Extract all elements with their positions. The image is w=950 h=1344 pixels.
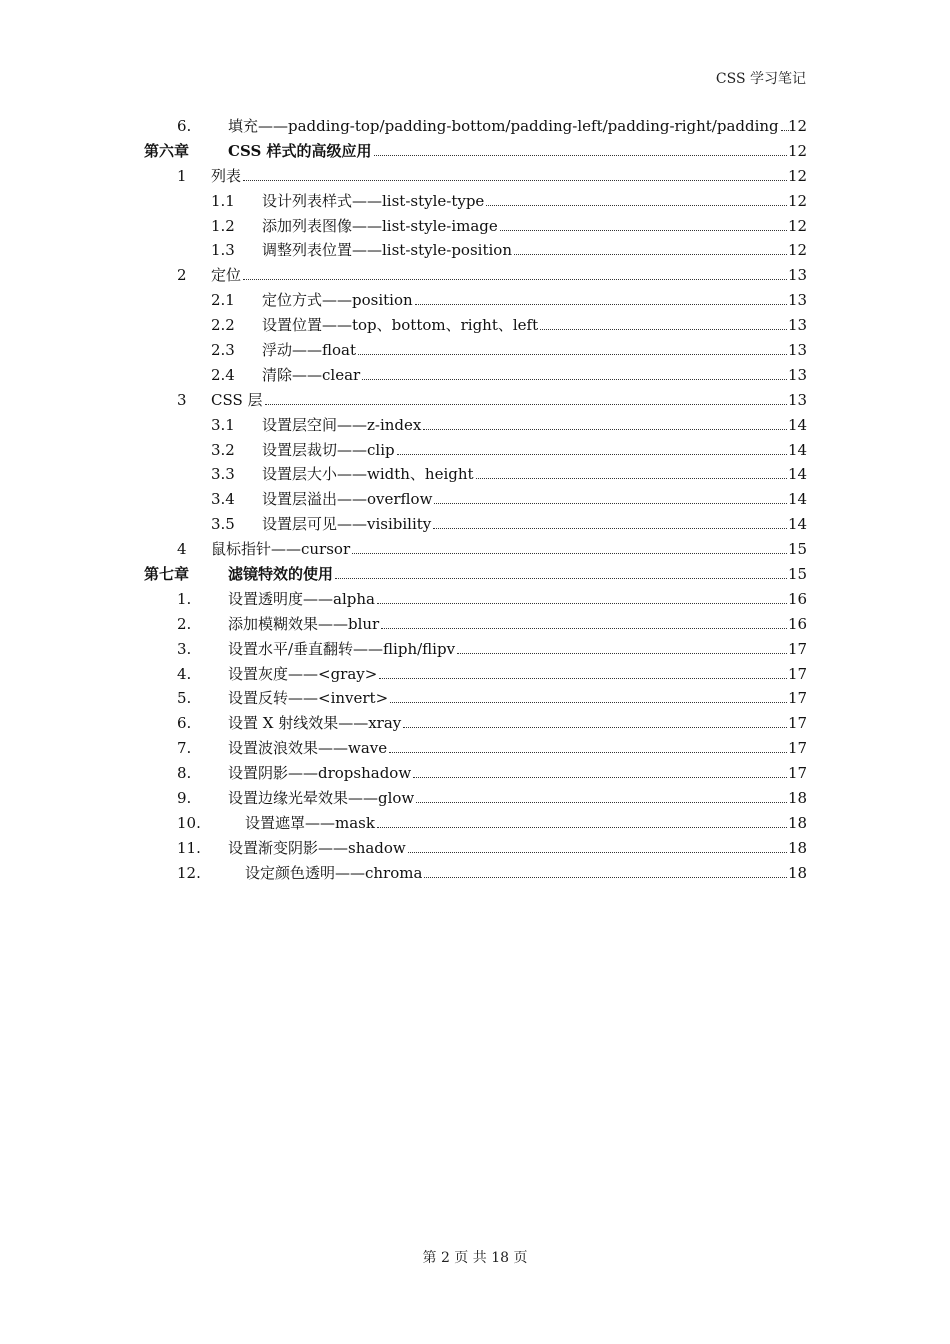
toc-entry-title: CSS 层 [211,390,263,409]
toc-entry-page: 14 [788,515,808,534]
toc-leader-dots [413,777,787,778]
toc-entry-title: 添加列表图像——list-style-image [262,216,498,235]
toc-entry-title: 鼠标指针——cursor [211,540,351,559]
toc-entry-title: 设置边缘光晕效果——glow [228,789,415,808]
toc-entry[interactable] [0,711,950,736]
toc-entry[interactable] [0,662,950,687]
toc-entry-title: 设置 X 射线效果——xray [228,714,402,733]
toc-entry-title: 调整列表位置——list-style-position [262,241,512,260]
toc-entry-number: 5. [177,689,192,708]
toc-leader-dots [415,304,787,305]
toc-entry[interactable] [0,263,950,288]
toc-entry-title-line [262,366,787,384]
toc-entry-title-line [262,316,787,334]
page-footer: 第 2 页 共 18 页 [422,1250,528,1266]
toc-entry-title: CSS 样式的高级应用 [228,141,372,160]
toc-leader-dots [377,603,787,604]
toc-entry[interactable] [0,413,950,438]
toc-entry[interactable] [0,462,950,487]
toc-leader-dots [352,553,787,554]
toc-entry-title: 设置位置——top、bottom、right、left [262,316,539,335]
toc-entry-number: 1. [177,589,192,608]
toc-entry-title: 设置透明度——alpha [228,589,375,608]
toc-entry-page: 13 [788,341,808,360]
toc-entry-title-line [211,540,787,558]
toc-entry[interactable] [0,686,950,711]
toc-entry-title-line [262,490,787,508]
toc-leader-dots [514,254,787,255]
toc-entry-title-line [228,789,787,807]
toc-entry-page: 17 [788,714,808,733]
toc-entry-page: 18 [788,789,808,808]
toc-entry-title: 设定颜色透明——chroma [245,863,423,882]
toc-entry-title-line [245,814,787,832]
toc-entry-title-line [228,714,787,732]
toc-entry-number: 6. [177,117,192,135]
toc-entry-page: 13 [788,390,808,409]
toc-entry-page: 12 [788,216,808,235]
toc-entry-title: 设置渐变阴影——shadow [228,838,406,857]
toc-entry-title: 添加模糊效果——blur [228,614,380,633]
toc-entry-title: 设置灰度——<gray> [228,664,378,683]
toc-entry-title: 定位 [211,266,242,285]
toc-entry-number: 1 [177,166,187,185]
toc-leader-dots [486,205,787,206]
toc-entry-title-line [228,665,787,683]
toc-leader-dots [476,478,787,479]
toc-entry-number: 2.3 [211,341,235,360]
toc-entry-page: 12 [788,166,808,185]
toc-entry-title-line [262,192,787,210]
toc-entry-number: 3 [177,390,187,409]
toc-entry-page: 17 [788,689,808,708]
toc-entry-page: 14 [788,440,808,459]
toc-entry[interactable] [0,139,950,164]
toc-entry-number: 1.3 [211,241,235,260]
toc-entry-page: 13 [788,291,808,310]
toc-leader-dots [243,180,787,181]
toc-entry-page: 12 [788,241,808,260]
toc-entry-number: 3.1 [211,415,235,434]
toc-leader-dots [389,752,787,753]
toc-entry-number: 3.4 [211,490,235,509]
toc-entry-title-line [228,689,787,707]
toc-leader-dots [374,155,788,156]
toc-entry-title: 列表 [211,166,242,185]
toc-entry[interactable] [0,562,950,587]
toc-entry[interactable] [0,786,950,811]
toc-entry-number: 2.1 [211,291,235,310]
toc-entry-title-line [262,465,787,483]
toc-entry-page: 18 [788,813,808,832]
toc-entry-number: 第六章 [144,141,190,160]
toc-entry-title-line [228,640,787,658]
toc-entry-number: 7. [177,739,192,758]
toc-entry-title-line [228,142,787,160]
toc-entry[interactable] [0,487,950,512]
toc-entry-title: 设置层溢出——overflow [262,490,433,509]
toc-leader-dots [416,802,787,803]
toc-entry-title-line [228,839,787,857]
toc-leader-dots [243,279,787,280]
toc-leader-dots [403,727,787,728]
toc-entry-number: 3. [177,639,192,658]
toc-entry-title-line [228,590,787,608]
toc-entry[interactable] [0,537,950,562]
toc-entry-page: 18 [788,863,808,882]
toc-entry[interactable] [0,114,950,139]
toc-entry-page: 17 [788,739,808,758]
table-of-contents [0,114,950,886]
toc-leader-dots [433,528,787,529]
toc-entry-number: 1.1 [211,191,235,210]
toc-entry-page: 16 [788,614,808,633]
toc-entry-number: 3.2 [211,440,235,459]
toc-entry[interactable] [0,313,950,338]
toc-entry[interactable] [0,637,950,662]
toc-entry-title-line [211,391,787,409]
toc-entry-title-line [228,739,787,757]
toc-entry-title: 填充——padding-top/padding-bottom/padding-left/padding-right/padding [228,117,779,135]
toc-entry-title: 设置阴影——dropshadow [228,764,412,783]
toc-entry-title: 设置反转——<invert> [228,689,389,708]
toc-entry-page: 17 [788,639,808,658]
toc-entry-title-line [262,416,787,434]
toc-leader-dots [540,329,787,330]
toc-leader-dots [335,578,787,579]
toc-leader-dots [408,852,787,853]
toc-entry-page: 15 [788,540,808,559]
toc-leader-dots [381,628,787,629]
toc-entry-page: 15 [788,565,808,584]
toc-entry-title: 设计列表样式——list-style-type [262,191,485,210]
toc-entry-number: 8. [177,764,192,783]
toc-entry-title: 设置层大小——width、height [262,465,474,484]
toc-entry[interactable] [0,438,950,463]
toc-entry-title-line [228,615,787,633]
toc-leader-dots [457,653,787,654]
toc-entry[interactable] [0,836,950,861]
toc-leader-dots [358,354,787,355]
toc-entry-title: 浮动——float [262,341,357,360]
toc-entry-number: 9. [177,789,192,808]
toc-entry-title-line [228,565,787,583]
toc-entry-title: 滤镜特效的使用 [228,565,334,584]
toc-leader-dots [434,503,787,504]
toc-entry-page: 12 [788,141,808,160]
toc-entry-number: 1.2 [211,216,235,235]
toc-entry[interactable] [0,189,950,214]
toc-entry[interactable] [0,612,950,637]
toc-entry-page: 14 [788,415,808,434]
toc-entry-page: 12 [788,117,808,135]
toc-entry[interactable] [0,164,950,189]
toc-entry[interactable] [0,338,950,363]
toc-entry-number: 4 [177,540,187,559]
toc-leader-dots [362,379,787,380]
toc-entry-page: 17 [788,664,808,683]
toc-entry-number: 2.4 [211,365,235,384]
toc-entry[interactable] [0,214,950,239]
toc-entry[interactable] [0,761,950,786]
toc-entry[interactable] [0,512,950,537]
toc-entry-title-line [262,441,787,459]
toc-entry[interactable] [0,736,950,761]
toc-entry-page: 18 [788,838,808,857]
toc-entry-number: 3.3 [211,465,235,484]
toc-entry-number: 11. [177,838,201,857]
toc-entry-title: 设置层可见——visibility [262,515,432,534]
toc-leader-dots [397,454,787,455]
toc-entry-title: 设置波浪效果——wave [228,739,388,758]
toc-entry-title: 清除——clear [262,365,361,384]
toc-entry-title: 设置层空间——z-index [262,415,422,434]
toc-entry[interactable] [0,388,950,413]
toc-entry-title: 定位方式——position [262,291,413,310]
toc-entry-title: 设置层裁切——clip [262,440,395,459]
toc-entry-number: 10. [177,813,201,832]
toc-leader-dots [379,678,787,679]
page-header: CSS 学习笔记 [715,71,806,87]
toc-entry-page: 13 [788,365,808,384]
toc-entry-page: 12 [788,191,808,210]
toc-entry[interactable] [0,238,950,263]
toc-entry-title-line [211,266,787,284]
toc-entry[interactable] [0,363,950,388]
toc-entry-title: 设置水平/垂直翻转——fliph/flipv [228,639,456,658]
toc-leader-dots [265,404,787,405]
toc-entry-number: 2.2 [211,316,235,335]
toc-entry-number: 6. [177,714,192,733]
toc-entry[interactable] [0,811,950,836]
toc-leader-dots [423,429,787,430]
toc-entry[interactable] [0,288,950,313]
toc-entry[interactable] [0,861,950,886]
toc-leader-dots [390,702,787,703]
toc-entry-number: 12. [177,863,201,882]
toc-entry-page: 16 [788,589,808,608]
toc-entry-title-line [211,167,787,185]
toc-entry-title: 设置遮罩——mask [245,813,375,832]
toc-leader-dots [377,827,787,828]
toc-entry-page: 13 [788,266,808,285]
toc-entry-number: 2 [177,266,187,285]
toc-entry-page: 14 [788,490,808,509]
toc-entry-title-line [262,241,787,259]
toc-entry-number: 2. [177,614,192,633]
toc-leader-dots [424,877,787,878]
toc-entry-title-line [228,764,787,782]
toc-entry-page: 17 [788,764,808,783]
toc-entry-number: 3.5 [211,515,235,534]
toc-entry-number: 4. [177,664,192,683]
toc-entry-page: 14 [788,465,808,484]
toc-entry-number: 第七章 [144,565,190,584]
toc-entry[interactable] [0,587,950,612]
toc-entry-title-line [262,291,787,309]
toc-entry-title-line [262,341,787,359]
toc-entry-title-line [262,217,787,235]
toc-entry-title-line [262,515,787,533]
toc-entry-page: 13 [788,316,808,335]
toc-leader-dots [500,230,787,231]
toc-entry-title-line [245,864,787,882]
toc-entry-title-line [228,117,787,135]
